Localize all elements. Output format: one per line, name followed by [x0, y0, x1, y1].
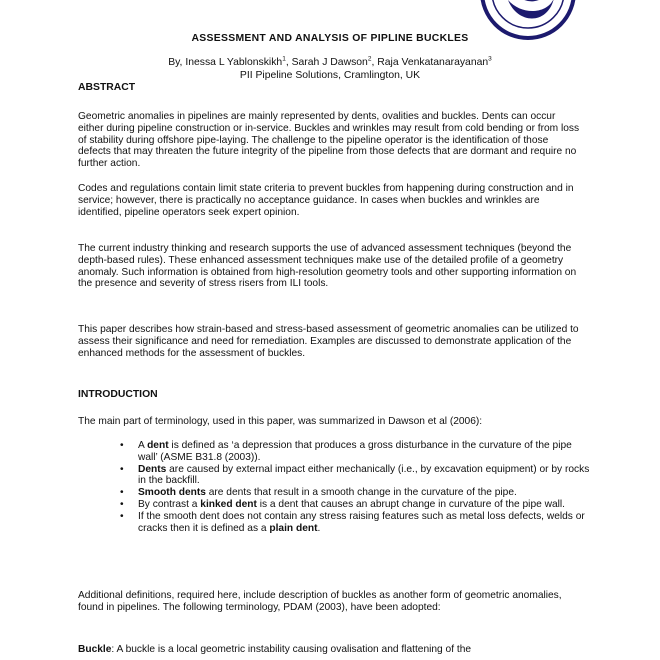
authors-prefix: By, — [168, 57, 186, 68]
author-3-affil: 3 — [488, 55, 492, 63]
abstract-paragraph-1: Geometric anomalies in pipelines are mainly represented by dents, ovalities and buckles. Dents can occur either during pipeline construction or in-service. Buckles and wrinkles may result from cold bending or from loss of stability during offshore pipe-laying. The challenge to the pipeline operator is the identification of those defects that may threaten the future integrity of the pipeline from those defects that are dormant and require no further action. — [78, 111, 580, 170]
abstract-heading: ABSTRACT — [78, 82, 136, 93]
buckle-definition-text: : A buckle is a local geometric instability causing ovalisation and flattening of the — [111, 644, 472, 655]
list-item: • By contrast a kinked dent is a dent that causes an abrupt change in curvature of the pipe wall. — [120, 498, 565, 510]
abstract-paragraph-3: The current industry thinking and research supports the use of advanced assessment techniques (beyond the depth-based rules). These enhanced assessment techniques make use of the detailed profile of a geometry anomaly. Such information is obtained from high-resolution geometry tools and other supporting information on the presence and severity of stress risers from ILI tools. — [78, 243, 577, 290]
list-item: • Smooth dents are dents that result in a smooth change in the curvature of the pipe. — [120, 487, 517, 499]
paper-title: ASSESSMENT AND ANALYSIS OF PIPLINE BUCKLES — [191, 33, 469, 44]
introduction-paragraph-1: The main part of terminology, used in this paper, was summarized in Dawson et al (2006): — [78, 416, 483, 427]
bullet-icon: • — [120, 510, 124, 522]
buckle-term: Buckle — [78, 644, 112, 655]
author-line: By, Inessa L Yablonskikh$^1$, Sarah J Dawson$^2$, Raja Venkatanarayanan$^3$ — [168, 55, 492, 68]
bullet-icon: • — [120, 463, 124, 475]
list-item: • If the smooth dent does not contain any stress raising features such as metal loss defects, welds or cracks then it is defined as a plain dent. — [120, 510, 585, 534]
introduction-heading: INTRODUCTION — [78, 389, 158, 400]
bullet-icon: • — [120, 487, 124, 499]
abstract-paragraph-4: This paper describes how strain-based and stress-based assessment of geometric anomalies can be utilized to assess their significance and need for remediation. Examples are discussed to demonstrate application of the enhanced methods for the assessment of buckles. — [78, 324, 579, 359]
introduction-paragraph-2: Additional definitions, required here, include description of buckles as another form of geometric anomalies, found in pipelines. The following terminology, PDAM (2003), have been adopted: — [78, 590, 562, 613]
author-2: Sarah J Dawson — [291, 57, 368, 68]
list-item: • A dent is defined as ‘a depression that produces a gross disturbance in the curvature of the pipe wall’ (ASME B31.8 (2003)). — [120, 440, 572, 463]
abstract-paragraph-2: Codes and regulations contain limit state criteria to prevent buckles from happening during construction and in service; however, there is practically no acceptance guidance. In cases when buckles and wrinkles are identified, pipeline operators seek expert opinion. — [78, 183, 574, 218]
list-item: • Dents are caused by external impact either mechanically (i.e., by excavation equipment) or by rocks in the backfill. — [120, 463, 590, 487]
terminology-list — [120, 440, 590, 534]
bullet-icon: • — [120, 498, 124, 510]
buckle-definition — [78, 644, 583, 656]
author-block — [0, 56, 660, 82]
bullet-icon: • — [120, 440, 124, 451]
affiliation: PII Pipeline Solutions, Cramlington, UK — [239, 70, 421, 81]
author-1-affil: 1 — [282, 55, 286, 63]
author-3: Raja Venkatanarayanan — [377, 57, 489, 68]
author-2-affil: 2 — [367, 55, 372, 63]
author-1: Inessa L Yablonskikh — [185, 57, 283, 68]
